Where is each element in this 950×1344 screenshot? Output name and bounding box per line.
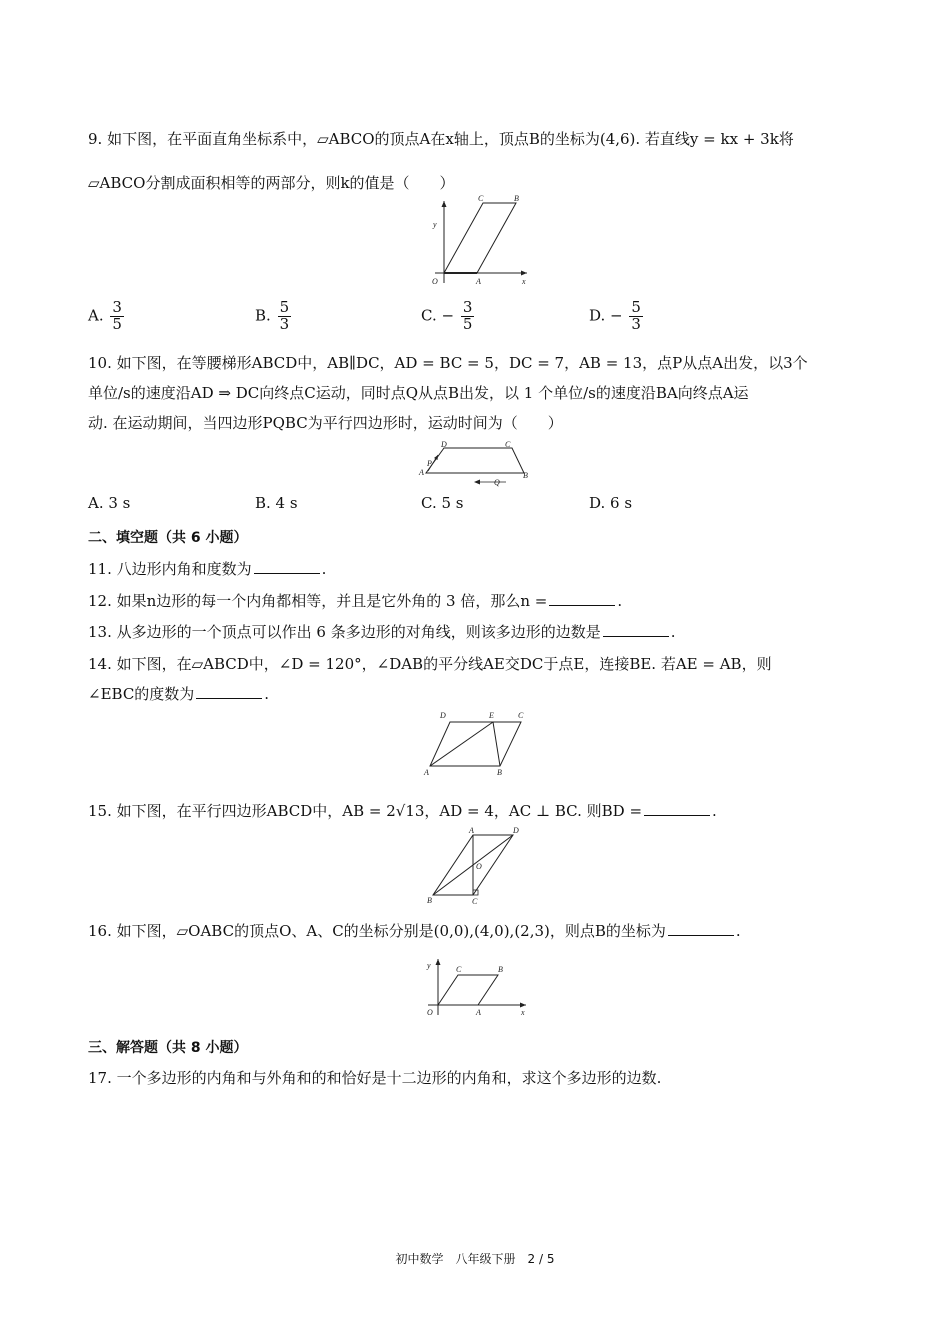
q16: 16. 如下图，▱OABC的顶点O、A、C的坐标分别是(0,0),(4,0),(2,3)，则点B的坐标为 .	[88, 922, 741, 940]
q16-label-o: O	[427, 1008, 433, 1017]
section-answer: 三、解答题（共 8 小题）	[88, 1040, 248, 1056]
q9-option-a[interactable]: A. $\frac{3}{5}$	[88, 298, 122, 333]
q10-option-b[interactable]: B. 4 s	[255, 494, 298, 512]
q14-line1: 14. 如下图，在▱ABCD中，∠D = 120°，∠DAB的平分线AE交DC于点E，连接BE. 若AE = AB，则	[88, 655, 772, 673]
q9-figure	[415, 193, 535, 288]
q9-label-a: A	[476, 277, 481, 286]
q17: 17. 一个多边形的内角和与外角和的和恰好是十二边形的内角和，求这个多边形的边数.	[88, 1069, 662, 1087]
page-footer: 初中数学 八年级下册 2 / 5	[395, 1252, 555, 1266]
q10-line2: 单位/s的速度沿AD ⇒ DC向终点C运动，同时点Q从点B出发，以 1 个单位/s的速度沿BA向终点A运	[88, 384, 749, 402]
q10-label-q: Q	[494, 478, 500, 487]
q16-label-y: y	[427, 961, 431, 970]
q9-option-b[interactable]: B. $\frac{5}{3}$	[255, 298, 290, 333]
q10-label-a: A	[419, 468, 424, 477]
q14-figure	[420, 708, 535, 780]
q16-label-a: A	[476, 1008, 481, 1017]
q14-label-e: E	[489, 711, 494, 720]
q12-answer-blank[interactable]	[549, 591, 615, 606]
q9-line2: ▱ABCO分割成面积相等的两部分，则k的值是（ ）	[88, 174, 455, 192]
q14-label-a: A	[424, 768, 429, 777]
q16-label-b: B	[498, 965, 503, 974]
q9-option-d[interactable]: D. − $\frac{5}{3}$	[589, 298, 641, 333]
q15-label-c: C	[472, 897, 478, 906]
section-fill-in: 二、填空题（共 6 小题）	[88, 530, 248, 546]
q15-label-d: D	[513, 826, 519, 835]
q14-label-d: D	[440, 711, 446, 720]
q9-label-o: O	[432, 277, 438, 286]
q10-figure	[418, 438, 533, 488]
q16-label-x: x	[521, 1008, 525, 1017]
q15-label-a: A	[469, 826, 474, 835]
q10-label-p: P	[427, 459, 432, 468]
q15-answer-blank[interactable]	[644, 801, 710, 816]
q11: 11. 八边形内角和度数为 .	[88, 560, 327, 578]
q9-label-x: x	[522, 277, 526, 286]
q10-option-a[interactable]: A. 3 s	[88, 494, 131, 512]
q9-option-c[interactable]: C. − $\frac{3}{5}$	[421, 298, 473, 333]
q15-figure	[425, 827, 525, 907]
q15-label-o: O	[476, 862, 482, 871]
q13-answer-blank[interactable]	[603, 622, 669, 637]
q16-answer-blank[interactable]	[668, 921, 734, 936]
q9-label-y: y	[433, 220, 437, 229]
q9-line1: 9. 如下图，在平面直角坐标系中，▱ABCO的顶点A在x轴上，顶点B的坐标为(4,6). 若直线y = kx + 3k将	[88, 130, 794, 148]
q14-line2: ∠EBC的度数为 .	[88, 685, 270, 703]
q13: 13. 从多边形的一个顶点可以作出 6 条多边形的对角线，则该多边形的边数是 .	[88, 623, 676, 641]
q11-answer-blank[interactable]	[254, 559, 320, 574]
q10-option-c[interactable]: C. 5 s	[421, 494, 464, 512]
q16-figure	[418, 955, 533, 1020]
q10-label-d: D	[441, 440, 447, 449]
q15: 15. 如下图，在平行四边形ABCD中，AB = 2√13，AD = 4，AC ⊥ BC. 则BD = .	[88, 802, 717, 820]
q9-label-c: C	[478, 194, 484, 203]
q10-option-d[interactable]: D. 6 s	[589, 494, 633, 512]
q14-label-b: B	[497, 768, 502, 777]
q10-line3: 动. 在运动期间，当四边形PQBC为平行四边形时，运动时间为（ ）	[88, 414, 563, 432]
q10-label-c: C	[505, 440, 511, 449]
q10-line1: 10. 如下图，在等腰梯形ABCD中，AB∥DC，AD = BC = 5，DC = 7，AB = 13，点P从点A出发，以3个	[88, 354, 808, 372]
q15-label-b: B	[427, 896, 432, 905]
q9-label-b: B	[514, 194, 519, 203]
q14-label-c: C	[518, 711, 524, 720]
q16-label-c: C	[456, 965, 462, 974]
q14-answer-blank[interactable]	[196, 684, 262, 699]
q12: 12. 如果n边形的每一个内角都相等，并且是它外角的 3 倍，那么n = .	[88, 592, 623, 610]
q10-label-b: B	[523, 471, 528, 480]
